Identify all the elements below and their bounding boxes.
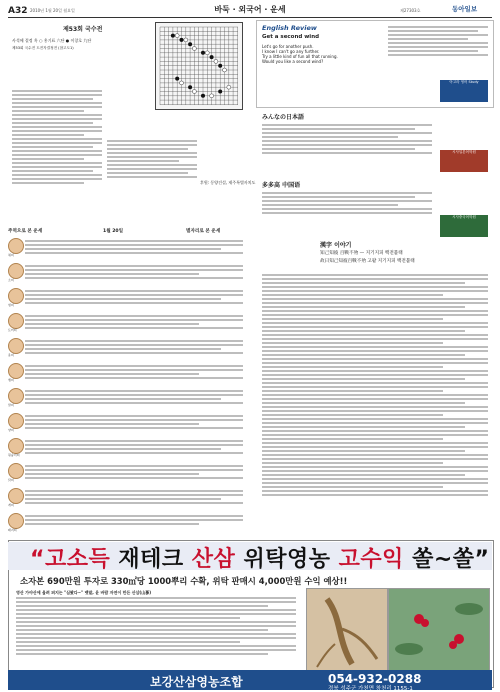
ginseng-plant-illustration — [389, 589, 489, 671]
fortune-row-sheep — [8, 411, 246, 438]
organization-name: 보강산삼영농조합 — [150, 675, 243, 689]
newspaper-name: 동아일보 — [452, 5, 478, 13]
fortune-section — [8, 228, 246, 534]
baduk-sponsor: 후원: 동양건설, 제주특별자치도 — [200, 180, 256, 185]
fortune-date: 1월 20일 — [103, 229, 124, 234]
fortune-row-tiger — [8, 286, 246, 313]
dialog-line: Try a little kind of fun all that running. — [262, 54, 338, 59]
issue-number: 제27303호 — [400, 8, 421, 13]
sign-name: 돼지띠 — [8, 528, 17, 532]
chinese-title: 多多高 中国语 — [262, 182, 301, 189]
sheep-icon — [8, 413, 24, 429]
ad-lead: 영산 가야산에 올려 퍼지는 "심봤다~" 뱃말, 윤 바람 자연이 만든 산삼(山蔘) — [16, 590, 152, 595]
chinese-badge: 시사중국어학원 — [440, 215, 488, 237]
fortune-row-monkey — [8, 436, 246, 463]
ginseng-root-illustration — [307, 589, 387, 671]
sign-name: 원숭이띠 — [8, 453, 20, 457]
sign-name: 뱀띠 — [8, 378, 14, 382]
ox-icon — [8, 263, 24, 279]
fortune-row-rooster — [8, 461, 246, 488]
dialog-line: Let's go for another push. — [262, 44, 314, 49]
hanja-phrase: 知己知彼 百戰不殆 — 지기지피 백전불태 — [320, 251, 403, 256]
sign-name: 토끼띠 — [8, 328, 17, 332]
fortune-row-rabbit — [8, 311, 246, 338]
sign-name: 양띠 — [8, 428, 14, 432]
ad-headline — [30, 542, 489, 573]
hanja-phrase-2: 故曰知己知彼百戰不殆 고왈 지기지피 백전불태 — [320, 259, 415, 264]
issue-date: 2010년 1월 20일 월요일 — [30, 8, 75, 13]
sign-name: 소띠 — [8, 278, 14, 282]
fortune-zodiac-title: 별자리로 본 운세 — [186, 229, 221, 234]
ad-headline-part: 위탁영농 — [243, 547, 339, 572]
dialog-line: I know I can't go any further. — [262, 49, 320, 54]
hanja-body — [262, 272, 488, 498]
rooster-icon — [8, 463, 24, 479]
fortune-title: 주역으로 본 운세 — [8, 229, 43, 234]
english-badge: 아고라 영어 Study — [440, 80, 488, 102]
fortune-row-horse — [8, 386, 246, 413]
japanese-badge: 시사일본어학원 — [440, 150, 488, 172]
ad-headline-part: “고소득 — [30, 547, 119, 572]
go-board-diagram — [156, 23, 242, 109]
english-notes — [388, 24, 488, 58]
ginseng-plant-photo — [388, 588, 490, 672]
fortune-row-dog — [8, 486, 246, 513]
ginseng-root-photo — [306, 588, 388, 672]
tiger-icon — [8, 288, 24, 304]
phone-number[interactable]: 054-932-0288 — [328, 672, 422, 686]
horse-icon — [8, 388, 24, 404]
baduk-subtitle: 제53회 국수전 도전자결정전 (참고도1) — [12, 46, 74, 50]
ad-headline-part: 고수익 — [338, 547, 413, 572]
baduk-commentary — [12, 88, 102, 186]
header-rule — [8, 17, 492, 18]
pig-icon — [8, 513, 24, 529]
fortune-row-snake — [8, 361, 246, 388]
fortune-row-pig — [8, 511, 246, 538]
japanese-title: みんなの日本語 — [262, 114, 305, 121]
ad-subtitle: 소자본 690만원 투자로 330㎡당 1000뿌리 수확, 위탁 판매시 4,000만원 수익 예상!! — [20, 576, 348, 586]
english-dialog — [262, 44, 382, 64]
sign-name: 범띠 — [8, 303, 14, 307]
dialog-line: Would you like a second wind? — [262, 59, 324, 64]
rat-icon — [8, 238, 24, 254]
section-title: 바둑 · 외국어 · 운세 — [214, 5, 286, 14]
dragon-icon — [8, 338, 24, 354]
ad-headline-part: 쏠~쏠” — [412, 547, 490, 572]
baduk-title: 제53회 국수전 — [63, 26, 103, 33]
dog-icon — [8, 488, 24, 504]
sign-name: 쥐띠 — [8, 253, 14, 257]
fortune-row-dragon — [8, 336, 246, 363]
page-number: A32 — [8, 6, 28, 16]
organization-address: 경북 성주군 가천면 창천리 1155-1 — [328, 686, 413, 692]
sign-name: 개띠 — [8, 503, 14, 507]
snake-icon — [8, 363, 24, 379]
baduk-commentary-2 — [107, 138, 197, 180]
rabbit-icon — [8, 313, 24, 329]
sign-name: 말띠 — [8, 403, 14, 407]
go-board — [155, 22, 243, 110]
ad-body — [16, 590, 296, 657]
ad-headline-part: 산삼 — [191, 547, 244, 572]
english-review-subtitle: Get a second wind — [262, 34, 320, 40]
baduk-players: 사석에 결정 흑 ○ 홍기표 六단 ● 이창호 九단 — [12, 38, 92, 43]
ad-footer — [8, 670, 492, 690]
chinese-lines — [262, 190, 432, 216]
sign-name: 닭띠 — [8, 478, 14, 482]
sign-name: 용띠 — [8, 353, 14, 357]
monkey-icon — [8, 438, 24, 454]
fortune-row-rat — [8, 236, 246, 263]
hanja-title: 漢字 이야기 — [320, 242, 352, 249]
english-review-title: English Review — [262, 24, 317, 32]
fortune-row-ox — [8, 261, 246, 288]
ad-headline-part: 재테크 — [118, 547, 192, 572]
japanese-lines — [262, 122, 432, 156]
